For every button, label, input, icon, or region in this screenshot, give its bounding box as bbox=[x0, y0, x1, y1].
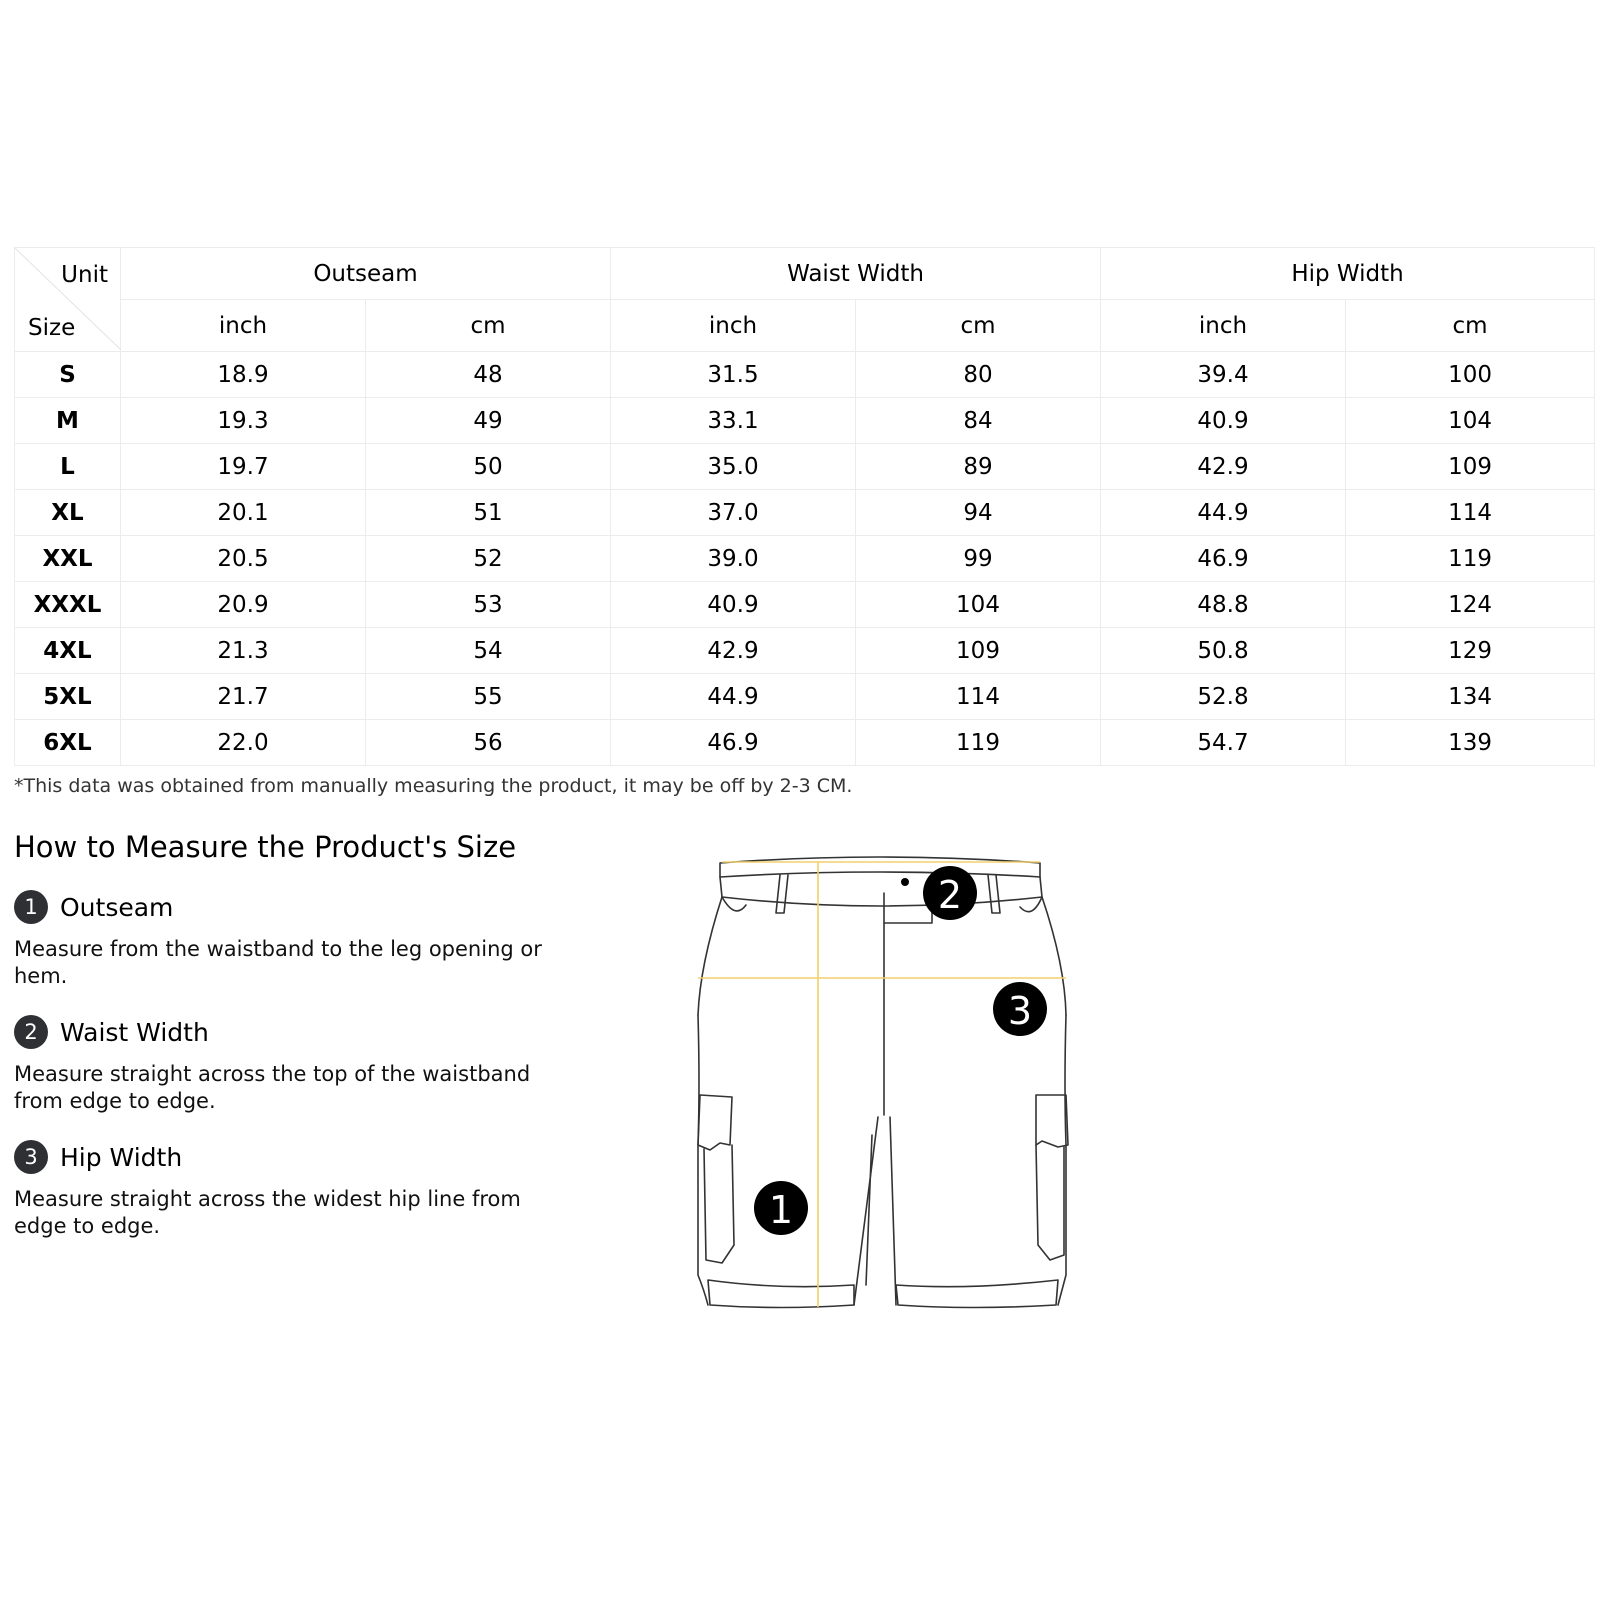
measurement-cell: 40.9 bbox=[1101, 398, 1346, 444]
measurement-cell: 124 bbox=[1346, 582, 1595, 628]
measurement-cell: 55 bbox=[366, 674, 611, 720]
marker-3-label: 3 bbox=[1007, 989, 1033, 1033]
measurement-cell: 37.0 bbox=[611, 490, 856, 536]
size-label-cell: 5XL bbox=[15, 674, 121, 720]
table-row bbox=[15, 628, 1595, 674]
measurement-cell: 51 bbox=[366, 490, 611, 536]
unit-header: cm bbox=[366, 300, 611, 352]
measurement-cell: 104 bbox=[1346, 398, 1595, 444]
marker-1 bbox=[754, 1181, 808, 1235]
marker-1-label: 1 bbox=[768, 1188, 794, 1232]
unit-header: inch bbox=[1101, 300, 1346, 352]
measurement-cell: 19.7 bbox=[121, 444, 366, 490]
size-label-cell: 6XL bbox=[15, 720, 121, 766]
measurement-cell: 129 bbox=[1346, 628, 1595, 674]
size-label-cell: M bbox=[15, 398, 121, 444]
step-name: Outseam bbox=[60, 892, 174, 922]
measurement-cell: 39.0 bbox=[611, 536, 856, 582]
measurement-note: *This data was obtained from manually measuring the product, it may be off by 2-3 CM. bbox=[14, 775, 853, 797]
measurement-cell: 50 bbox=[366, 444, 611, 490]
measurement-cell: 94 bbox=[856, 490, 1101, 536]
measurement-cell: 99 bbox=[856, 536, 1101, 582]
measurement-cell: 119 bbox=[1346, 536, 1595, 582]
measurement-cell: 109 bbox=[1346, 444, 1595, 490]
unit-header: cm bbox=[856, 300, 1101, 352]
step-description: Measure straight across the widest hip line from edge to edge. bbox=[14, 1187, 521, 1238]
measurement-guides bbox=[698, 862, 1066, 1307]
measurement-cell: 119 bbox=[856, 720, 1101, 766]
measurement-cell: 52 bbox=[366, 536, 611, 582]
table-row bbox=[15, 720, 1595, 766]
measurement-cell: 20.1 bbox=[121, 490, 366, 536]
step-waist-width bbox=[14, 1013, 574, 1115]
corner-header bbox=[15, 248, 121, 352]
howto-title: How to Measure the Product's Size bbox=[14, 830, 517, 864]
step-number-badge: 3 bbox=[14, 1140, 48, 1174]
measurement-cell: 100 bbox=[1346, 352, 1595, 398]
measurement-cell: 44.9 bbox=[611, 674, 856, 720]
measurement-cell: 54 bbox=[366, 628, 611, 674]
measurement-cell: 48.8 bbox=[1101, 582, 1346, 628]
measurement-cell: 46.9 bbox=[611, 720, 856, 766]
group-header-row bbox=[15, 248, 1595, 300]
size-label-cell: XXL bbox=[15, 536, 121, 582]
measurement-cell: 42.9 bbox=[1101, 444, 1346, 490]
corner-unit-label: Unit bbox=[61, 262, 108, 288]
measurement-cell: 40.9 bbox=[611, 582, 856, 628]
size-label-cell: XXXL bbox=[15, 582, 121, 628]
measurement-cell: 56 bbox=[366, 720, 611, 766]
step-name: Hip Width bbox=[60, 1142, 183, 1172]
table-row bbox=[15, 536, 1595, 582]
measurement-cell: 21.3 bbox=[121, 628, 366, 674]
measurement-cell: 109 bbox=[856, 628, 1101, 674]
table-row bbox=[15, 674, 1595, 720]
measurement-cell: 35.0 bbox=[611, 444, 856, 490]
measurement-cell: 33.1 bbox=[611, 398, 856, 444]
size-label-cell: 4XL bbox=[15, 628, 121, 674]
measurement-cell: 19.3 bbox=[121, 398, 366, 444]
measurement-cell: 89 bbox=[856, 444, 1101, 490]
step-hip-width bbox=[14, 1138, 574, 1240]
size-label-cell: L bbox=[15, 444, 121, 490]
step-name: Waist Width bbox=[60, 1017, 209, 1047]
table-row bbox=[15, 490, 1595, 536]
unit-header-row bbox=[15, 300, 1595, 352]
size-label-cell: S bbox=[15, 352, 121, 398]
group-header-outseam: Outseam bbox=[121, 248, 611, 300]
unit-header: inch bbox=[121, 300, 366, 352]
measurement-cell: 44.9 bbox=[1101, 490, 1346, 536]
table-body bbox=[15, 352, 1595, 766]
measurement-cell: 18.9 bbox=[121, 352, 366, 398]
table-row bbox=[15, 444, 1595, 490]
measurement-cell: 114 bbox=[1346, 490, 1595, 536]
measurement-cell: 22.0 bbox=[121, 720, 366, 766]
measurement-cell: 31.5 bbox=[611, 352, 856, 398]
marker-2-label: 2 bbox=[937, 873, 963, 917]
measurement-cell: 134 bbox=[1346, 674, 1595, 720]
table-row bbox=[15, 398, 1595, 444]
group-header-waist-width: Waist Width bbox=[611, 248, 1101, 300]
size-label-cell: XL bbox=[15, 490, 121, 536]
measurement-cell: 53 bbox=[366, 582, 611, 628]
measurement-cell: 54.7 bbox=[1101, 720, 1346, 766]
measurement-cell: 52.8 bbox=[1101, 674, 1346, 720]
marker-2 bbox=[923, 866, 977, 920]
unit-header: inch bbox=[611, 300, 856, 352]
measurement-cell: 49 bbox=[366, 398, 611, 444]
measurement-cell: 114 bbox=[856, 674, 1101, 720]
corner-size-label: Size bbox=[28, 315, 76, 341]
size-chart-table bbox=[14, 247, 1595, 766]
measurement-cell: 104 bbox=[856, 582, 1101, 628]
measurement-cell: 46.9 bbox=[1101, 536, 1346, 582]
marker-3 bbox=[993, 982, 1047, 1036]
measurement-cell: 139 bbox=[1346, 720, 1595, 766]
step-outseam bbox=[14, 888, 574, 990]
step-number-badge: 1 bbox=[14, 890, 48, 924]
shorts-outline bbox=[698, 857, 1068, 1308]
group-header-hip-width: Hip Width bbox=[1101, 248, 1595, 300]
unit-header: cm bbox=[1346, 300, 1595, 352]
step-description: Measure from the waistband to the leg opening or hem. bbox=[14, 937, 542, 988]
shorts-diagram bbox=[670, 845, 1090, 1345]
measurement-cell: 39.4 bbox=[1101, 352, 1346, 398]
measurement-cell: 84 bbox=[856, 398, 1101, 444]
shorts-illustration bbox=[670, 845, 1090, 1345]
measurement-cell: 20.9 bbox=[121, 582, 366, 628]
measurement-cell: 50.8 bbox=[1101, 628, 1346, 674]
measurement-cell: 80 bbox=[856, 352, 1101, 398]
measurement-cell: 42.9 bbox=[611, 628, 856, 674]
measurement-cell: 48 bbox=[366, 352, 611, 398]
step-number-badge: 2 bbox=[14, 1015, 48, 1049]
table-row bbox=[15, 352, 1595, 398]
step-description: Measure straight across the top of the waistband from edge to edge. bbox=[14, 1062, 531, 1113]
table-row bbox=[15, 582, 1595, 628]
measurement-cell: 21.7 bbox=[121, 674, 366, 720]
measurement-cell: 20.5 bbox=[121, 536, 366, 582]
